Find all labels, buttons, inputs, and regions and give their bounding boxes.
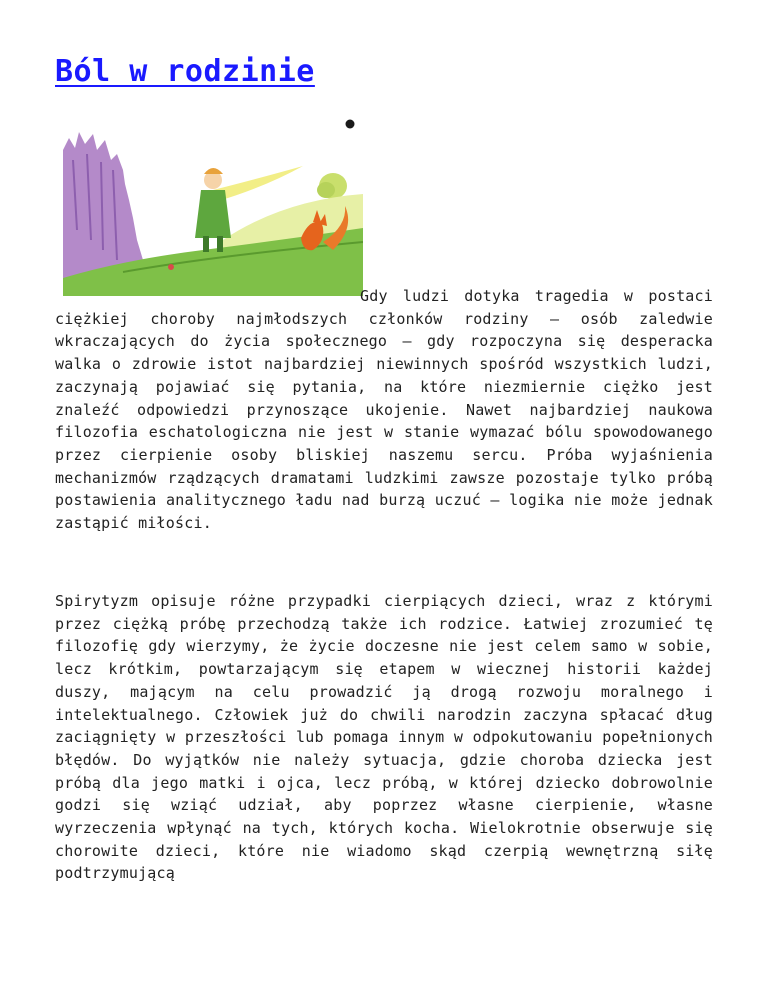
paragraph-2: Spirytyzm opisuje różne przypadki cierpiących dzieci, wraz z którymi przez ciężką próbę przechodzą także ich rodzice. Łatwiej zrozumieć tę filozofię gdy wierzymy, że życie doczesne nie jest celem samo w sobie, lecz krótkim, powtarzającym się etapem w wiecznej historii każdej duszy, mającym na celu prowadzić ją drogą rozwoju moralnego i intelektualnego. Człowiek już do chwili narodzin zaczyna spłacać dług zaciągnięty w przeszłości lub pomaga innym w odpokutowaniu popełnionych błędów. Do wyjątków nie należy sytuacja, gdzie choroba dziecka jest próbą dla jego matki i ojca, lecz próbą, w której dziecko dobrowolnie godzi się wziąć udział, aby poprzez własne cierpienie, własne wyrzeczenia wpłynąć na tych, których kocha. Wielokrotnie obserwuje się chorowite dzieci, które nie wiadomo skąd czerpią wewnętrzną siłę podtrzymującą	[55, 592, 713, 883]
illustration-svg	[63, 110, 363, 296]
page-title	[55, 52, 315, 92]
planet-icon	[346, 120, 355, 129]
little-prince-illustration	[63, 110, 363, 296]
title-link[interactable]: Ból w rodzinie	[55, 54, 315, 89]
paragraph-1: Gdy ludzi dotyka tragedia w postaci ciężkiej choroby najmłodszych członków rodziny – osób zaledwie wkraczających do życia społecznego – gdy rozpoczyna się desperacka walka o zdrowie istot najbardziej niewinnych spośród wszystkich ludzi, zaczynają pojawiać się pytania, na które niezmiernie ciężko jest znaleźć odpowiedzi przynoszące ukojenie. Nawet najbardziej naukowa filozofia eschatologiczna nie jest w stanie wymazać bólu spowodowanego przez cierpienie osoby bliskiej naszemu sercu. Próba wyjaśnienia mechanizmów rządzących dramatami ludzkimi zawsze pozostaje tylko próbą postawienia analitycznego ładu nad burzą uczuć – logika nie może jednak zastąpić miłości.	[55, 287, 713, 533]
flower-icon	[168, 264, 174, 270]
